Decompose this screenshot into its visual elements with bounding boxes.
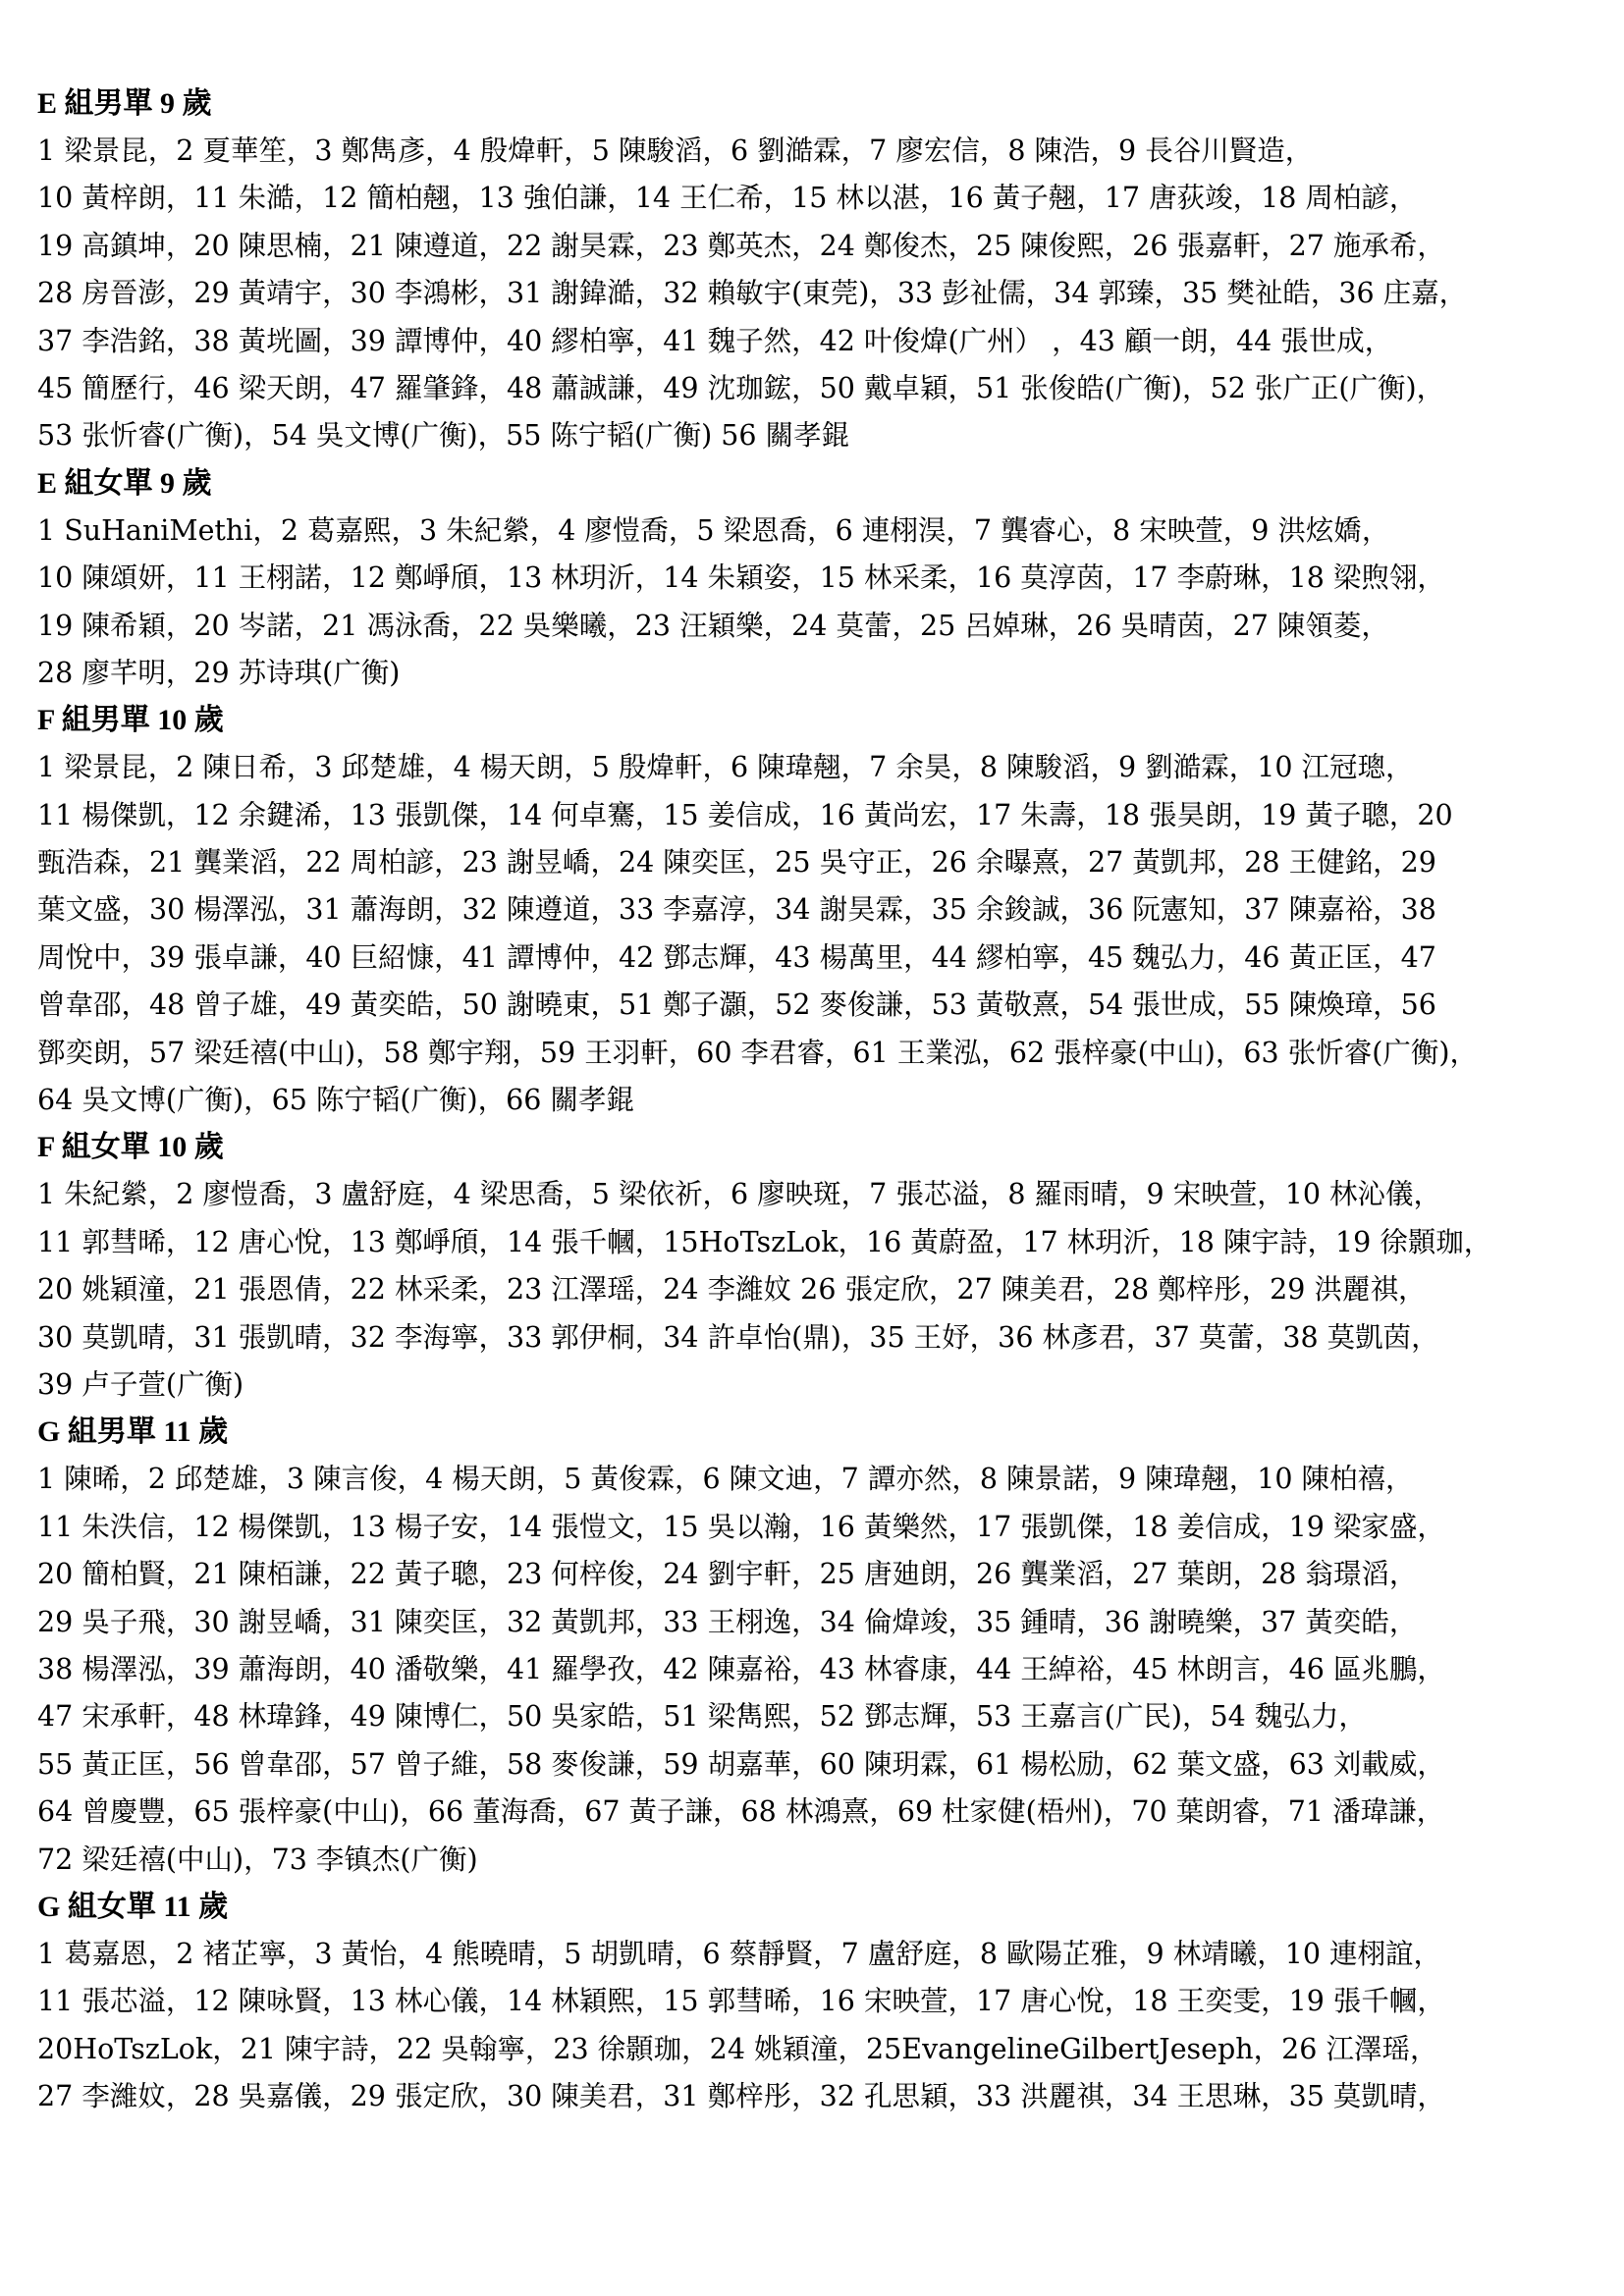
player-list-line: 周悅中，39 張卓謙，40 巨紹慷，41 譚博仲，42 鄧志輝，43 楊萬里，44 繆柏寧，45 魏弘力，46 黃正匡，47	[37, 940, 1436, 974]
player-list-line: 28 房晉澎，29 黃靖宇，30 李鴻彬，31 謝鍏澔，32 賴敏宇(東莞)，33 彭祉儒，34 郭臻，35 樊祉皓，36 庄嘉，	[37, 277, 1468, 310]
player-list-line: 38 楊澤泓，39 蕭海朗，40 潘敬樂，41 羅學孜，42 陳嘉裕，43 林睿康，44 王綽裕，45 林朗言，46 區兆鵬，	[37, 1652, 1445, 1685]
player-list-line: 1 梁景昆，2 陳日希，3 邱楚雄，4 楊天朗，5 殷煒軒，6 陳瑋翹，7 余昊，8 陳駿滔，9 劉澔霖，10 江冠璁，	[37, 751, 1414, 784]
category-heading: G 組男單 11 歲	[37, 1415, 229, 1449]
category-heading: G 組女單 11 歲	[37, 1890, 229, 1923]
player-list-line: 19 高鎮坤，20 陳思楠，21 陳遵道，22 謝昊霖，23 鄭英杰，24 鄭俊杰，25 陳俊熙，26 張嘉軒，27 施承希，	[37, 229, 1445, 262]
player-list-line: 鄧奕朗，57 梁廷禧(中山)，58 鄭宇翔，59 王羽軒，60 李君睿，61 王業泓，62 張梓豪(中山)，63 张忻睿(广衡)，	[37, 1036, 1478, 1069]
player-list-line: 11 郭彗晞，12 唐心悅，13 鄭崢頎，14 張千幗，15HoTszLok，16 黃蔚盈，17 林玥沂，18 陳宇詩，19 徐顥珈，	[37, 1225, 1492, 1258]
player-list-line: 1 朱紀縈，2 廖愷喬，3 盧舒庭，4 梁思喬，5 梁依祈，6 廖映斑，7 張芯溢，8 羅雨晴，9 宋映萱，10 林沁儀，	[37, 1178, 1442, 1211]
player-list-line: 30 莫凱晴，31 張凱晴，32 李海寧，33 郭伊桐，34 許卓怡(鼎)，35 王妤，36 林彥君，37 莫蕾，38 莫凱茵，	[37, 1320, 1439, 1354]
player-list-line: 10 黃梓朗，11 朱澔，12 簡柏翹，13 強伯謙，14 王仁希，15 林以湛，16 黃子翹，17 唐荻竣，18 周柏諺，	[37, 182, 1418, 215]
category-section	[37, 1409, 1587, 1884]
player-list-line: 1 葛嘉恩，2 褚芷寧，3 黃怡，4 熊曉晴，5 胡凱晴，6 蔡靜賢，7 盧舒庭，8 歐陽芷雅，9 林靖曦，10 連栩誼，	[37, 1937, 1442, 1970]
player-list-line: 39 卢子萱(广衡)	[37, 1367, 244, 1401]
category-section	[37, 697, 1587, 1124]
player-list-line: 37 李浩銘，38 黃垙圖，39 譚博仲，40 繆柏寧，41 魏子然，42 叶俊煒(广州） ，43 顧一朗，44 張世成，	[37, 324, 1393, 357]
player-list-line: 甄浩森，21 龔業滔，22 周柏諺，23 謝昱嶠，24 陳奕匡，25 吳守正，26 余曝熹，27 黃凱邦，28 王健銘，29	[37, 846, 1436, 880]
category-heading: F 組女單 10 歲	[37, 1131, 224, 1164]
player-list-line: 20HoTszLok，21 陳宇詩，22 吳翰寧，23 徐顥珈，24 姚穎潼，25EvangelineGilbertJeseph，26 江澤瑶，	[37, 2032, 1438, 2065]
player-list-line: 28 廖芊明，29 苏诗琪(广衡)	[37, 656, 401, 689]
category-section	[37, 80, 1587, 460]
player-list-line: 64 吳文博(广衡)，65 陈宁韬(广衡)，66 關孝錕	[37, 1084, 634, 1117]
player-list-line: 1 SuHaniMethi，2 葛嘉熙，3 朱紀縈，4 廖愷喬，5 梁恩喬，6 連栩淏，7 龔睿心，8 宋映萱，9 洪炫嬌，	[37, 513, 1390, 547]
category-heading: F 組男單 10 歲	[37, 704, 224, 737]
category-section	[37, 460, 1587, 698]
category-section	[37, 1884, 1587, 2121]
player-list-line: 20 簡柏賢，21 陳栢謙，22 黃子聰，23 何梓俊，24 劉宇軒，25 唐廸朗，26 龔業滔，27 葉朗，28 翁璟滔，	[37, 1558, 1418, 1591]
player-list-line: 曾韋邵，48 曾子雄，49 黃奕皓，50 謝曉東，51 鄭子灝，52 麥俊謙，53 黃敬熹，54 張世成，55 陳煥璋，56	[37, 988, 1436, 1022]
player-list-line: 72 梁廷禧(中山)，73 李镇杰(广衡)	[37, 1842, 478, 1876]
player-list-line: 53 张忻睿(广衡)，54 吳文博(广衡)，55 陈宁韬(广衡) 56 關孝錕	[37, 419, 850, 453]
player-list-line: 64 曾慶豐，65 張梓豪(中山)，66 董海喬，67 黃子謙，68 林鴻熹，69 杜家健(梧州)，70 葉朗睿，71 潘瑋謙，	[37, 1795, 1445, 1829]
player-list-line: 11 張芯溢，12 陳咏賢，13 林心儀，14 林穎熙，15 郭彗晞，16 宋映萱，17 唐心悅，18 王奕雯，19 張千幗，	[37, 1985, 1445, 2018]
player-list-line: 11 朱泆信，12 楊傑凱，13 楊子安，14 張愷文，15 吳以瀚，16 黃樂然，17 張凱傑，18 姜信成，19 梁家盛，	[37, 1510, 1445, 1543]
player-list-line: 45 簡歷行，46 梁天朗，47 羅肇鋒，48 蕭誠謙，49 沈珈鋐，50 戴卓穎，51 张俊皓(广衡)，52 张广正(广衡)，	[37, 371, 1445, 404]
player-list-line: 47 宋承軒，48 林瑋鋒，49 陳博仁，50 吳家皓，51 梁雋熙，52 鄧志輝，53 王嘉言(广民)，54 魏弘力，	[37, 1700, 1367, 1734]
player-list-line: 1 陳晞，2 邱楚雄，3 陳言俊，4 楊天朗，5 黃俊霖，6 陳文迪，7 譚亦然，8 陳景諾，9 陳瑋翹，10 陳柏禧，	[37, 1463, 1414, 1496]
player-list-line: 55 黃正匡，56 曾韋邵，57 曾子維，58 麥俊謙，59 胡嘉華，60 陳玥霖，61 楊松励，62 葉文盛，63 刘載威，	[37, 1747, 1445, 1781]
player-list-line: 27 李濰妏，28 吳嘉儀，29 張定欣，30 陳美君，31 鄭梓彤，32 孔思穎，33 洪麗祺，34 王思琳，35 莫凱晴，	[37, 2080, 1445, 2113]
player-list-line: 葉文盛，30 楊澤泓，31 蕭海朗，32 陳遵道，33 李嘉淳，34 謝昊霖，35 余鋑誠，36 阮憲知，37 陳嘉裕，38	[37, 893, 1436, 927]
player-list-line: 19 陳希穎，20 岑諾，21 馮泳喬，22 吳樂曦，23 汪穎樂，24 莫蕾，25 呂婥琳，26 吳晴茵，27 陳領菱，	[37, 609, 1389, 642]
player-list-line: 1 梁景昆，2 夏華笙，3 鄭雋彥，4 殷煒軒，5 陳駿滔，6 劉澔霖，7 廖宏信，8 陳浩，9 長谷川賢造，	[37, 134, 1314, 167]
player-list-line: 29 吳子飛，30 謝昱嶠，31 陳奕匡，32 黃凱邦，33 王栩逸，34 倫煒竣，35 鍾晴，36 謝曉樂，37 黃奕皓，	[37, 1605, 1418, 1638]
category-section	[37, 1124, 1587, 1409]
player-list-line: 11 楊傑凱，12 余鍵浠，13 張凱傑，14 何卓騫，15 姜信成，16 黃尚宏，17 朱壽，18 張昊朗，19 黃子聰，20	[37, 798, 1453, 831]
player-list-line: 10 陳頌妍，11 王栩諾，12 鄭崢頎，13 林玥沂，14 朱穎姿，15 林采柔，16 莫淳茵，17 李蔚琳，18 梁煦翎，	[37, 561, 1445, 595]
player-list-line: 20 姚穎潼，21 張恩倩，22 林采柔，23 江澤瑶，24 李濰妏 26 張定欣，27 陳美君，28 鄭梓彤，29 洪麗祺，	[37, 1273, 1427, 1307]
category-heading: E 組女單 9 歲	[37, 466, 212, 500]
category-heading: E 組男單 9 歲	[37, 87, 212, 120]
